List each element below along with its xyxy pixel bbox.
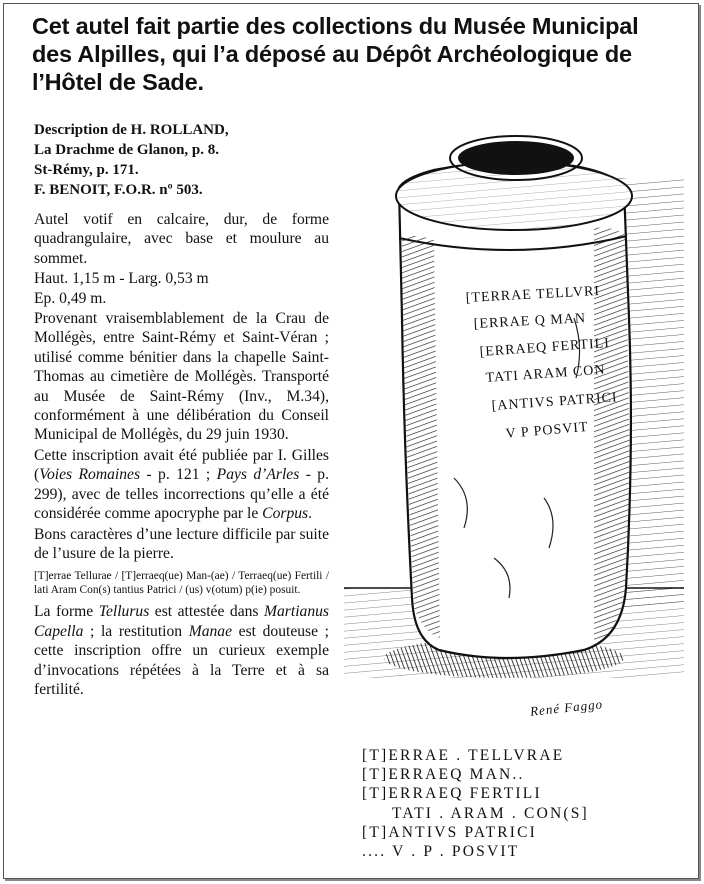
italic-term: Manae: [188, 622, 233, 640]
stone-left-shading: [402, 236, 440, 638]
paragraph-material: Autel votif en calcaire, dur, de forme quadrangulaire, avec base et moulure au sommet.: [34, 211, 329, 267]
stone-line: [ANTIVS PATRICI: [491, 390, 619, 414]
text-run: Cette inscription avait été publiée par I. Gilles (: [34, 446, 329, 484]
text-run: ; la restitution: [83, 622, 189, 640]
stone-line: [TERRAE TELLVRI: [465, 283, 601, 306]
paragraph-publication: [34, 446, 329, 524]
transcription-line: TATI . ARAM . CON(S]: [392, 804, 589, 822]
transcription-line: [T]ANTIVS PATRICI: [362, 823, 538, 841]
stone-line: [ERRAEQ FERTILI: [479, 335, 611, 360]
italic-title: Corpus: [262, 505, 309, 523]
reference-line: F. BENOIT, F.O.R. nº 503.: [34, 182, 203, 198]
text-run: .: [308, 505, 313, 523]
dimension-height-width: Haut. 1,15 m - Larg. 0,53 m: [34, 270, 209, 288]
basin-hole: [458, 141, 574, 175]
reference-line: Description de H. ROLLAND,: [34, 122, 229, 138]
transcription-line: [T]ERRAEQ MAN..: [362, 766, 525, 784]
text-run: La forme: [34, 603, 99, 621]
inscription-transcription: [362, 746, 682, 861]
stone-line: V P POSVIT: [505, 419, 590, 442]
paragraph-provenance: Provenant vraisemblablement de la Crau de Mollégès, entre Saint-Rémy et Saint-Véran ; utilisé comme bénitier dans la chapelle Saint-Thomas au cimetière de Mollégès. Transporté au Musée de Saint-Rémy (Inv., M.34), conformément à une délibération du Conseil Municipal de Mollégès, du 29 juin 1930.: [34, 310, 329, 444]
text-run: est douteuse ; cette inscription offre un curieux exemple d’invocations répétées à la Terre et à sa fertilité.: [34, 622, 329, 698]
transcription-line: [T]ERRAE . TELLVRAE: [362, 747, 565, 764]
transcription-line: [T]ERRAEQ FERTILI: [362, 785, 542, 803]
page-title: Cet autel fait partie des collections du Musée Municipal des Alpilles, qui l’a déposé au Dépôt Archéologique de l’Hôtel de Sade.: [32, 13, 639, 95]
transcription-line: .... V . P . POSVIT: [362, 843, 520, 861]
italic-title: Pays d’Arles: [216, 466, 300, 484]
text-run: est attestée dans: [149, 603, 265, 621]
description-text: [34, 210, 329, 700]
text-run: - p. 299), avec de telles incorrections qu’elle a été considérée comme apocryphe par le: [34, 466, 329, 523]
stone-line: TATI ARAM CON: [485, 362, 606, 386]
altar-illustration: [344, 118, 684, 728]
artist-signature: René Faggo: [529, 696, 604, 719]
paragraph-commentary: [34, 602, 329, 699]
text-run: - p. 121 ;: [140, 466, 217, 484]
italic-title: Voies Romaines: [39, 466, 141, 484]
paragraph-reading: [T]errae Tellurae / [T]erraeq(ue) Man-(ae) / Terraeq(ue) Fertili / lati Aram Con(s) tantius Patrici / (us) v(otum) p(ie) posuit.: [34, 570, 329, 597]
reference-line: St-Rémy, p. 171.: [34, 162, 139, 178]
references: [34, 120, 334, 200]
italic-term: Martianus Capella: [34, 603, 329, 640]
paragraph-legibility: Bons caractères d’une lecture difficile par suite de l’usure de la pierre.: [34, 525, 329, 562]
reference-line: La Drachme de Glanon, p. 8.: [34, 142, 220, 158]
dimension-thickness: Ep. 0,49 m.: [34, 289, 107, 307]
italic-term: Tellurus: [98, 603, 150, 621]
stone-line: [ERRAE Q MAN: [473, 311, 587, 332]
paragraph-dimensions: [34, 269, 329, 308]
